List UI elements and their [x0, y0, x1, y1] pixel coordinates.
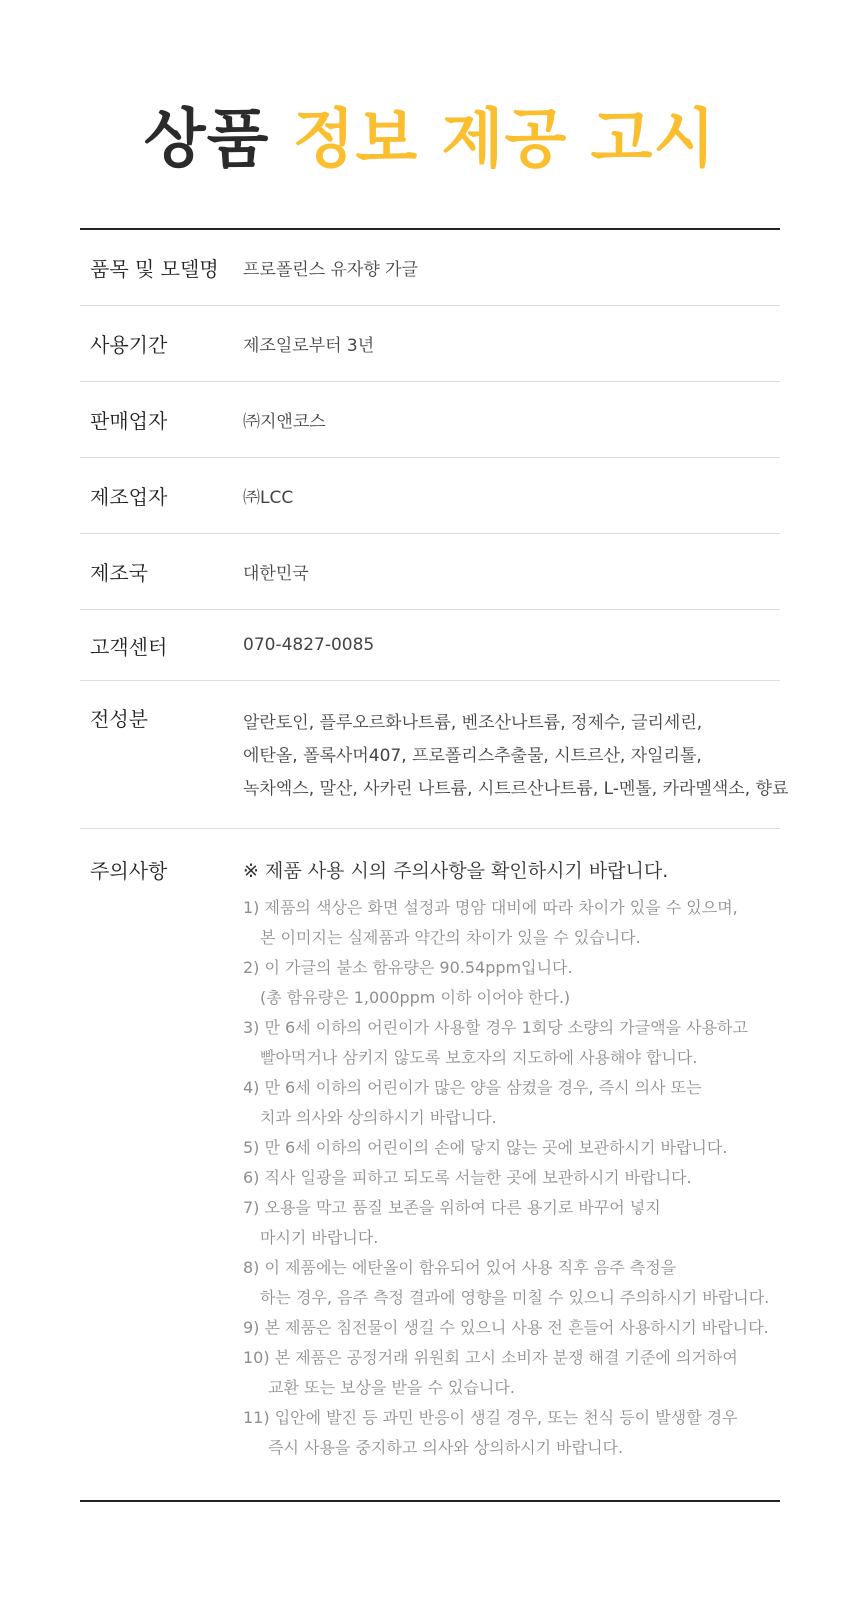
caution-item-text: 1) 제품의 색상은 화면 설정과 명암 대비에 따라 차이가 있을 수 있으며, — [243, 898, 738, 917]
caution-item — [243, 893, 780, 953]
row-ingredients — [80, 681, 789, 829]
caution-item-text: 11) 입안에 발진 등 과민 반응이 생길 경우, 또는 천식 등이 발생할 경우 — [243, 1408, 738, 1427]
caution-item — [243, 1313, 780, 1343]
row-seller — [80, 382, 780, 458]
caution-item-continuation: 하는 경우, 음주 측정 결과에 영향을 미칠 수 있으니 주의하시기 바랍니다. — [260, 1288, 770, 1307]
row-value: ㈜LCC — [243, 488, 294, 508]
caution-item — [243, 1133, 780, 1163]
title-part-dark: 상품 — [143, 103, 270, 177]
ingredients-line: 에탄올, 폴록사머407, 프로폴리스추출물, 시트르산, 자일리톨, — [243, 746, 702, 766]
row-label: 품목 및 모델명 — [90, 257, 219, 281]
page-title — [0, 100, 860, 180]
title-part-accent: 정보 제공 고시 — [292, 103, 717, 177]
caution-heading: ※ 제품 사용 시의 주의사항을 확인하시기 바랍니다. — [243, 860, 669, 882]
row-value: ㈜지앤코스 — [243, 412, 326, 432]
row-value: 070-4827-0085 — [243, 635, 375, 655]
ingredients-line: 알란토인, 플루오르화나트륨, 벤조산나트륨, 정제수, 글리세린, — [243, 713, 703, 733]
caution-item — [243, 1343, 780, 1403]
product-info-table — [80, 228, 789, 1502]
caution-item — [243, 1013, 780, 1073]
row-caution — [80, 829, 780, 1500]
caution-item — [243, 1073, 780, 1133]
row-customer-center — [80, 610, 780, 681]
row-label: 제조국 — [90, 561, 148, 585]
caution-item-text: 8) 이 제품에는 에탄올이 함유되어 있어 사용 직후 음주 측정을 — [243, 1258, 677, 1277]
caution-item — [243, 1163, 780, 1193]
row-item-model — [80, 230, 780, 306]
caution-item-text: 7) 오용을 막고 품질 보존을 위하여 다른 용기로 바꾸어 넣지 — [243, 1198, 661, 1217]
row-value: 제조일로부터 3년 — [243, 336, 375, 356]
caution-item-continuation: 본 이미지는 실제품과 약간의 차이가 있을 수 있습니다. — [260, 928, 641, 947]
caution-item-continuation: 마시기 바랍니다. — [260, 1228, 379, 1247]
caution-item — [243, 1403, 780, 1463]
caution-item-continuation: 빨아먹거나 삼키지 않도록 보호자의 지도하에 사용해야 합니다. — [260, 1048, 698, 1067]
ingredients-line: 녹차엑스, 말산, 사카린 나트륨, 시트르산나트륨, L-멘톨, 카라멜색소, 향료 — [243, 779, 789, 799]
row-origin — [80, 534, 780, 610]
caution-item-text: 9) 본 제품은 침전물이 생길 수 있으니 사용 전 흔들어 사용하시기 바랍니다. — [243, 1318, 769, 1337]
caution-item — [243, 953, 780, 1013]
caution-item — [243, 1253, 780, 1313]
caution-item-text: 6) 직사 일광을 피하고 되도록 서늘한 곳에 보관하시기 바랍니다. — [243, 1168, 692, 1187]
row-label: 고객센터 — [90, 634, 168, 659]
row-usage-period — [80, 306, 780, 382]
row-value: 프로폴린스 유자향 가글 — [243, 260, 419, 280]
row-label: 판매업자 — [90, 409, 168, 433]
row-label: 전성분 — [90, 707, 148, 731]
row-manufacturer — [80, 458, 780, 534]
caution-item-text: 10) 본 제품은 공정거래 위원회 고시 소비자 분쟁 해결 기준에 의거하여 — [243, 1348, 738, 1367]
row-label: 사용기간 — [90, 333, 168, 357]
caution-item-continuation: 치과 의사와 상의하시기 바랍니다. — [260, 1108, 497, 1127]
caution-item-continuation: (총 함유량은 1,000ppm 이하 이어야 한다.) — [260, 988, 571, 1007]
caution-item-text: 5) 만 6세 이하의 어린이의 손에 닿지 않는 곳에 보관하시기 바랍니다. — [243, 1138, 728, 1157]
caution-item-continuation: 즉시 사용을 중지하고 의사와 상의하시기 바랍니다. — [268, 1438, 624, 1457]
row-label: 제조업자 — [90, 485, 168, 509]
ingredients-list — [243, 707, 788, 828]
caution-item-text: 3) 만 6세 이하의 어린이가 사용할 경우 1회당 소량의 가글액을 사용하고 — [243, 1018, 748, 1037]
caution-item-text: 4) 만 6세 이하의 어린이가 많은 양을 삼켰을 경우, 즉시 의사 또는 — [243, 1078, 702, 1097]
caution-list — [243, 893, 780, 1463]
row-value: 대한민국 — [243, 564, 309, 584]
caution-item-continuation: 교환 또는 보상을 받을 수 있습니다. — [268, 1378, 515, 1397]
caution-item — [243, 1193, 780, 1253]
caution-item-text: 2) 이 가글의 불소 함유량은 90.54ppm입니다. — [243, 958, 573, 977]
row-label: 주의사항 — [90, 859, 168, 883]
caution-content — [243, 857, 780, 1500]
